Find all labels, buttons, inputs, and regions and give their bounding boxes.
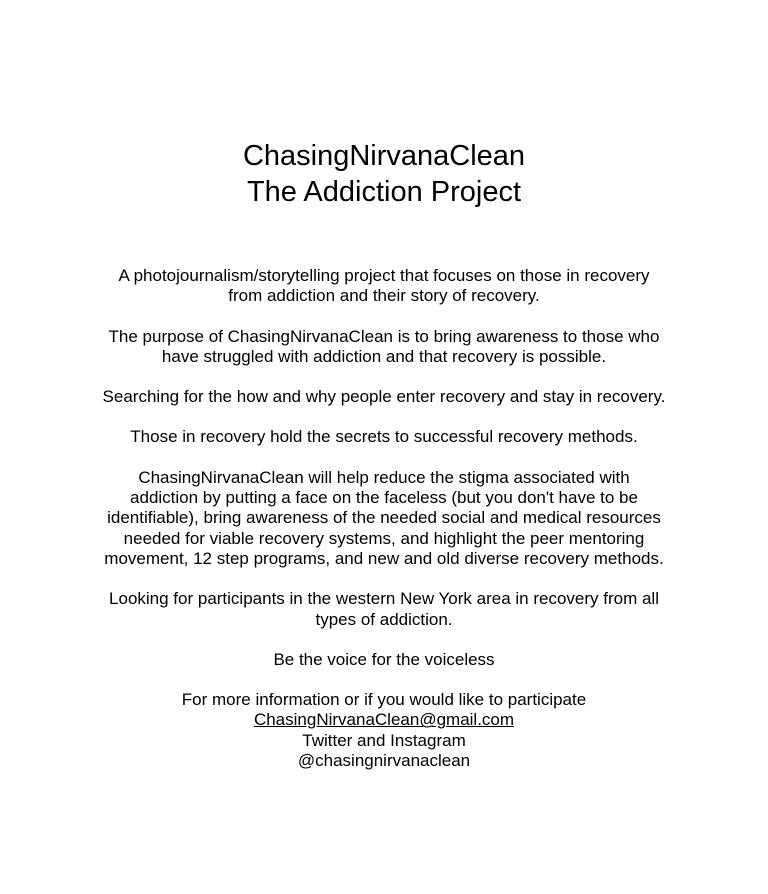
stigma-paragraph	[56, 468, 712, 569]
stigma-line: ChasingNirvanaClean will help reduce the stigma associated with	[138, 467, 630, 487]
looking-paragraph	[56, 589, 712, 630]
voice-paragraph	[80, 650, 688, 670]
purpose-paragraph	[80, 327, 688, 368]
searching-line: Searching for the how and why people enter recovery and stay in recovery.	[102, 387, 666, 407]
intro-paragraph	[80, 266, 688, 307]
intro-line: A photojournalism/storytelling project that focuses on those in recovery	[118, 266, 650, 285]
social-label: Twitter and Instagram	[302, 730, 466, 750]
stigma-line: identifiable), bring awareness of the needed social and medical resources	[107, 508, 661, 528]
email-link[interactable]: ChasingNirvanaClean@gmail.com	[253, 710, 515, 730]
page-subtitle: The Addiction Project	[246, 176, 522, 208]
intro-line: from addiction and their story of recovery.	[228, 286, 540, 306]
contact-info: For more information or if you would like to participate	[181, 690, 587, 710]
purpose-line: The purpose of ChasingNirvanaClean is to bring awareness to those who	[108, 326, 660, 346]
voice-line: Be the voice for the voiceless	[273, 649, 495, 669]
stigma-line: movement, 12 step programs, and new and old diverse recovery methods.	[104, 548, 664, 568]
stigma-line: needed for viable recovery systems, and highlight the peer mentoring	[123, 528, 645, 548]
title-block	[0, 138, 768, 210]
looking-line: types of addiction.	[315, 609, 453, 629]
looking-line: Looking for participants in the western New York area in recovery from all	[109, 589, 659, 609]
secrets-paragraph	[80, 427, 688, 447]
searching-paragraph	[56, 387, 712, 407]
contact-paragraph	[80, 690, 688, 771]
purpose-line: have struggled with addiction and that recovery is possible.	[161, 346, 607, 366]
page-title: ChasingNirvanaClean	[242, 140, 526, 172]
stigma-line: addiction by putting a face on the faceless (but you don't have to be	[130, 488, 638, 508]
social-handle: @chasingnirvanaclean	[297, 751, 471, 771]
secrets-line: Those in recovery hold the secrets to successful recovery methods.	[130, 427, 638, 447]
body-text	[80, 266, 688, 791]
